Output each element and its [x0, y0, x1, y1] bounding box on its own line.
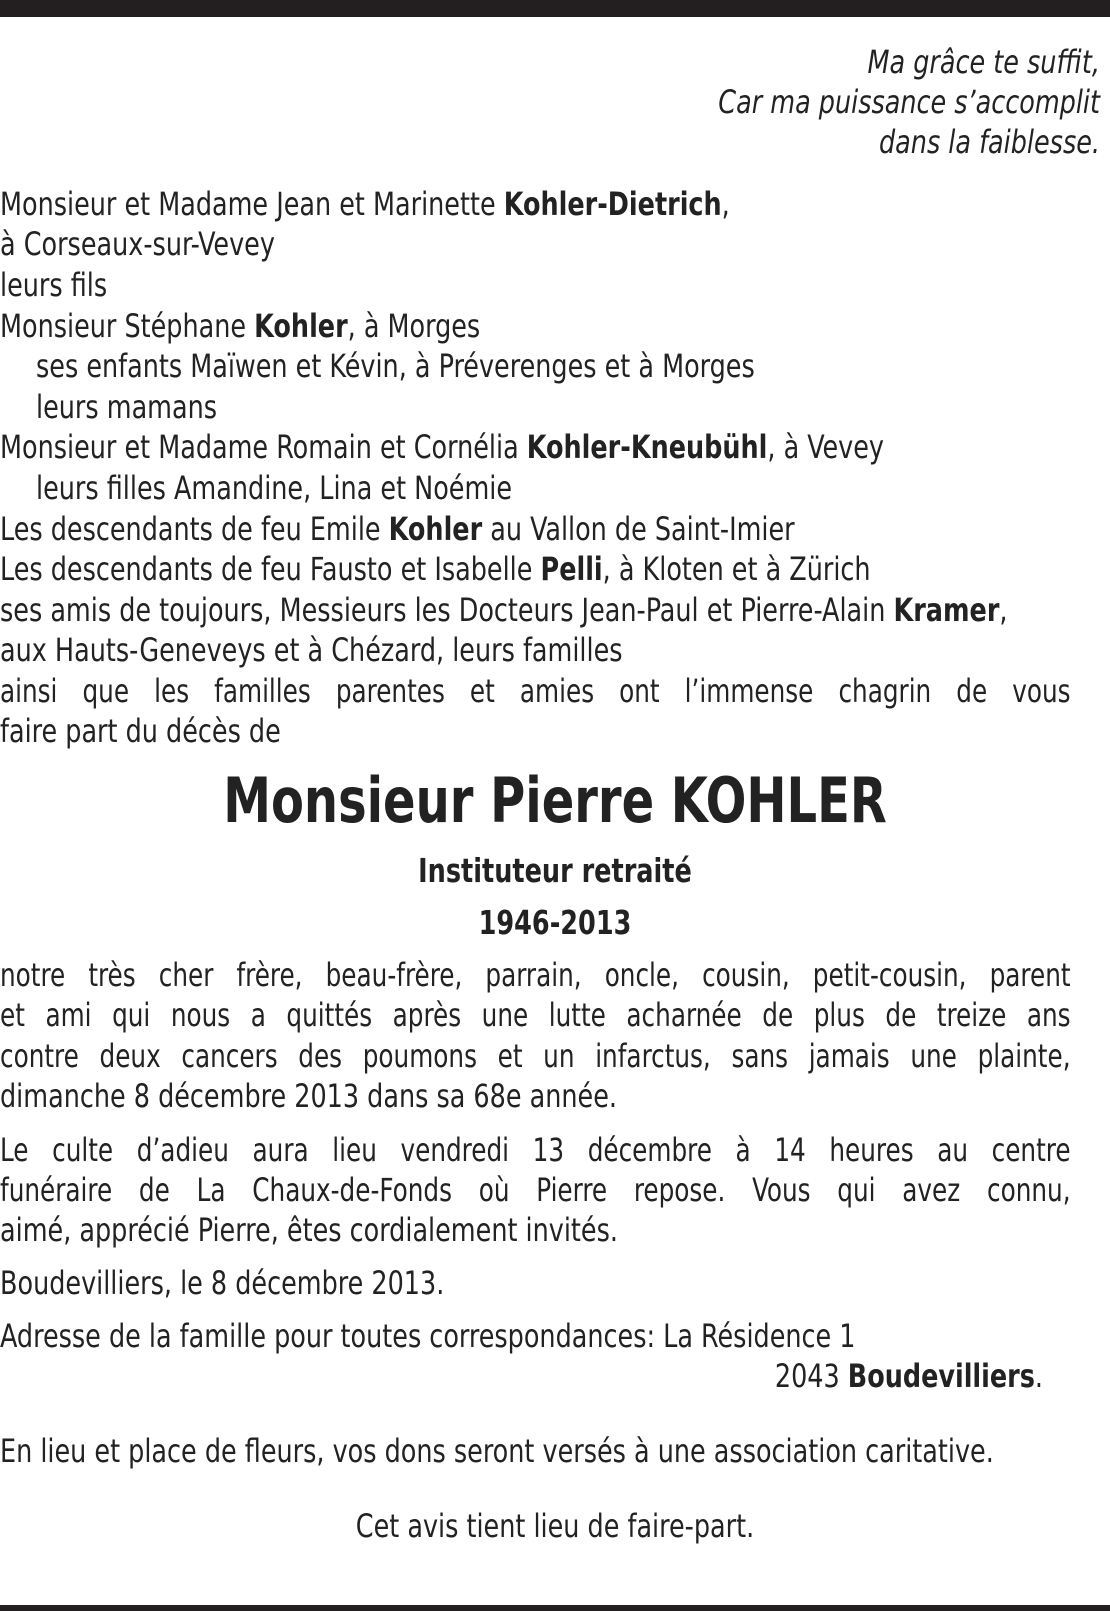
family-line-8: leurs filles Amandine, Lina et Noémie [36, 469, 513, 507]
address-line-2: 2043 Boudevilliers. [774, 1357, 1043, 1395]
body-p2-line-2: funéraire de La Chaux-de-Fonds où Pierre repose. Vous qui avez connu, [0, 1171, 1071, 1209]
flowers-note: En lieu et place de fleurs, vos dons seront versés à une association caritative. [0, 1432, 994, 1470]
locality: Boudevilliers [847, 1357, 1035, 1395]
family-line-2: à Corseaux-sur-Vevey [0, 225, 275, 263]
surname: Kohler-Kneubühl [526, 428, 768, 466]
body-p1-line-1: notre très cher frère, beau-frère, parrain, oncle, cousin, petit-cousin, parent [0, 956, 1071, 994]
bottom-rule [0, 1605, 1110, 1611]
family-line-5: ses enfants Maïwen et Kévin, à Préverenges et à Morges [36, 347, 755, 385]
address-line-1: Adresse de la famille pour toutes correspondances: La Résidence 1 [0, 1317, 856, 1355]
family-line-6: leurs mamans [36, 388, 218, 426]
surname: Pelli [540, 550, 603, 588]
family-line-11: ses amis de toujours, Messieurs les Docteurs Jean-Paul et Pierre-Alain Kramer, [0, 591, 1008, 629]
place-date: Boudevilliers, le 8 décembre 2013. [0, 1264, 445, 1302]
family-line-3: leurs fils [0, 266, 108, 304]
body-p2-line-3: aimé, apprécié Pierre, êtes cordialement invités. [0, 1211, 618, 1249]
body-p1-line-3: contre deux cancers des poumons et un infarctus, sans jamais une plainte, [0, 1037, 1071, 1075]
epigraph-line-1: Ma grâce te suffit, [867, 43, 1100, 81]
surname: Kohler [388, 510, 483, 548]
deceased-profession: Instituteur retraité [418, 851, 692, 890]
family-line-7: Monsieur et Madame Romain et Cornélia Kohler-Kneubühl, à Vevey [0, 428, 885, 466]
family-line-13: ainsi que les familles parentes et amies ont l’immense chagrin de vous [0, 672, 1071, 710]
deceased-name: Monsieur Pierre KOHLER [223, 764, 887, 837]
family-line-9: Les descendants de feu Emile Kohler au Vallon de Saint-Imier [0, 510, 795, 548]
body-p1-line-4: dimanche 8 décembre 2013 dans sa 68e année. [0, 1077, 617, 1115]
body-p2-line-1: Le culte d’adieu aura lieu vendredi 13 décembre à 14 heures au centre [0, 1131, 1071, 1169]
body-p1-line-2: et ami qui nous a quittés après une lutte acharnée de plus de treize ans [0, 996, 1071, 1034]
family-line-1: Monsieur et Madame Jean et Marinette Kohler-Dietrich, [0, 185, 730, 223]
surname: Kohler [254, 307, 348, 345]
surname: Kramer [893, 591, 1000, 629]
top-rule [0, 0, 1110, 17]
epigraph-line-3: dans la faiblesse. [878, 123, 1100, 161]
closing-note: Cet avis tient lieu de faire-part. [355, 1507, 755, 1545]
family-line-4: Monsieur Stéphane Kohler, à Morges [0, 307, 481, 345]
epigraph-line-2: Car ma puissance s’accomplit [718, 83, 1100, 121]
family-line-14: faire part du décès de [0, 712, 281, 750]
surname: Kohler-Dietrich [503, 185, 722, 223]
family-line-12: aux Hauts-Geneveys et à Chézard, leurs familles [0, 631, 623, 669]
deceased-years: 1946-2013 [478, 903, 632, 942]
family-line-10: Les descendants de feu Fausto et Isabelle Pelli, à Kloten et à Zürich [0, 550, 871, 588]
